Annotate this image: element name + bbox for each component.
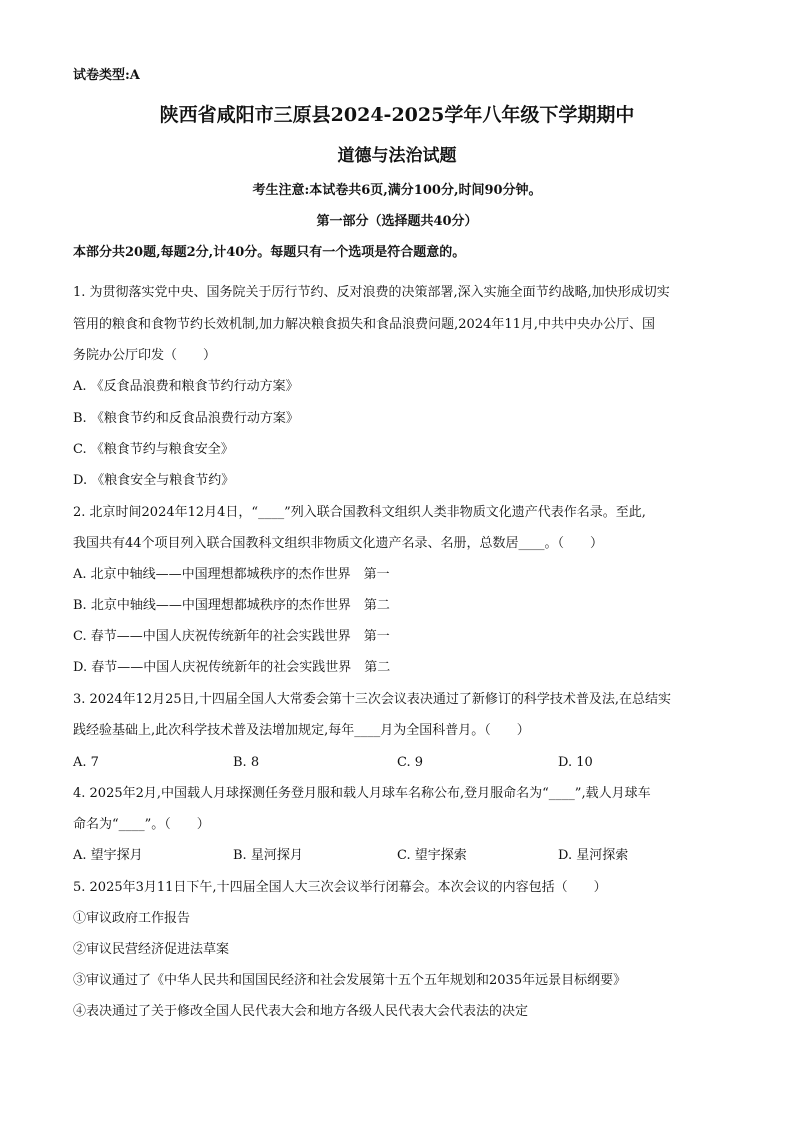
question-3-stem-line-2: 践经验基础上,此次科学技术普及法增加规定,每年____月为全国科普月。（ ） xyxy=(73,723,530,738)
question-4-stem-line-2: 命名为“____”。（ ） xyxy=(73,817,210,832)
question-4-option-d: D. 星河探索 xyxy=(558,848,629,863)
question-5-stem-line-1: 5. 2025年3月11日下午,十四届全国人大三次会议举行闭幕会。本次会议的内容包括（ ） xyxy=(73,880,607,895)
question-1-option-c: C. 《粮食节约与粮食安全》 xyxy=(73,442,234,457)
question-5-item-1: ①审议政府工作报告 xyxy=(73,911,191,926)
question-3-option-c: C. 9 xyxy=(397,755,424,770)
question-1-option-d: D. 《粮食安全与粮食节约》 xyxy=(73,473,235,488)
question-1-stem-line-1: 1. 为贯彻落实党中央、国务院关于厉行节约、反对浪费的决策部署,深入实施全面节约战略,加快形成切实 xyxy=(73,285,670,300)
question-2-stem-line-2: 我国共有44个项目列入联合国教科文组织非物质文化遗产名录、名册，总数居____。（ ） xyxy=(73,536,604,551)
question-4-option-a: A. 望宇探月 xyxy=(73,848,143,863)
exam-notice: 考生注意:本试卷共6页,满分100分,时间90分钟。 xyxy=(252,183,542,198)
question-1-option-b: B. 《粮食节约和反食品浪费行动方案》 xyxy=(73,411,299,426)
question-5-item-3: ③审议通过了《中华人民共和国国民经济和社会发展第十五个五年规划和2035年远景目标纲要》 xyxy=(73,973,627,988)
question-2-option-d: D. 春节——中国人庆祝传统新年的社会实践世界 第二 xyxy=(73,660,391,675)
question-1-option-a: A. 《反食品浪费和粮食节约行动方案》 xyxy=(73,379,299,394)
question-3-stem-line-1: 3. 2024年12月25日,十四届全国人大常委会第十三次会议表决通过了新修订的科学技术普及法,在总结实 xyxy=(73,692,671,707)
question-3-option-a: A. 7 xyxy=(73,755,99,770)
exam-subject: 道德与法治试题 xyxy=(337,146,457,166)
question-3-option-d: D. 10 xyxy=(558,755,593,770)
question-3-option-b: B. 8 xyxy=(233,755,260,770)
question-2-stem-line-1: 2. 北京时间2024年12月4日，“____”列入联合国教科文组织人类非物质文化遗产代表作名录。至此, xyxy=(73,505,646,520)
question-2-option-b: B. 北京中轴线——中国理想都城秩序的杰作世界 第二 xyxy=(73,598,390,613)
question-4-option-b: B. 星河探月 xyxy=(233,848,303,863)
part-heading: 第一部分（选择题共40分） xyxy=(316,214,478,229)
question-5-item-2: ②审议民营经济促进法草案 xyxy=(73,942,230,957)
question-1-stem-line-2: 管用的粮食和食物节约长效机制,加力解决粮食损失和食品浪费问题,2024年11月,中共中央办公厅、国 xyxy=(73,317,656,332)
question-1-stem-line-3: 务院办公厅印发（ ） xyxy=(73,348,217,363)
question-4-option-c: C. 望宇探索 xyxy=(397,848,467,863)
exam-title: 陕西省咸阳市三原县2024-2025学年八年级下学期期中 xyxy=(159,104,635,126)
paper-type: 试卷类型:A xyxy=(73,68,140,83)
question-4-stem-line-1: 4. 2025年2月,中国载人月球探测任务登月服和载人月球车名称公布,登月服命名为“____”,载人月球车 xyxy=(73,786,651,801)
question-2-option-a: A. 北京中轴线——中国理想都城秩序的杰作世界 第一 xyxy=(73,567,390,582)
question-5-item-4: ④表决通过了关于修改全国人民代表大会和地方各级人民代表大会代表法的决定 xyxy=(73,1004,529,1019)
part-instruction: 本部分共20题,每题2分,计40分。每题只有一个选项是符合题意的。 xyxy=(73,245,466,260)
question-2-option-c: C. 春节——中国人庆祝传统新年的社会实践世界 第一 xyxy=(73,629,390,644)
